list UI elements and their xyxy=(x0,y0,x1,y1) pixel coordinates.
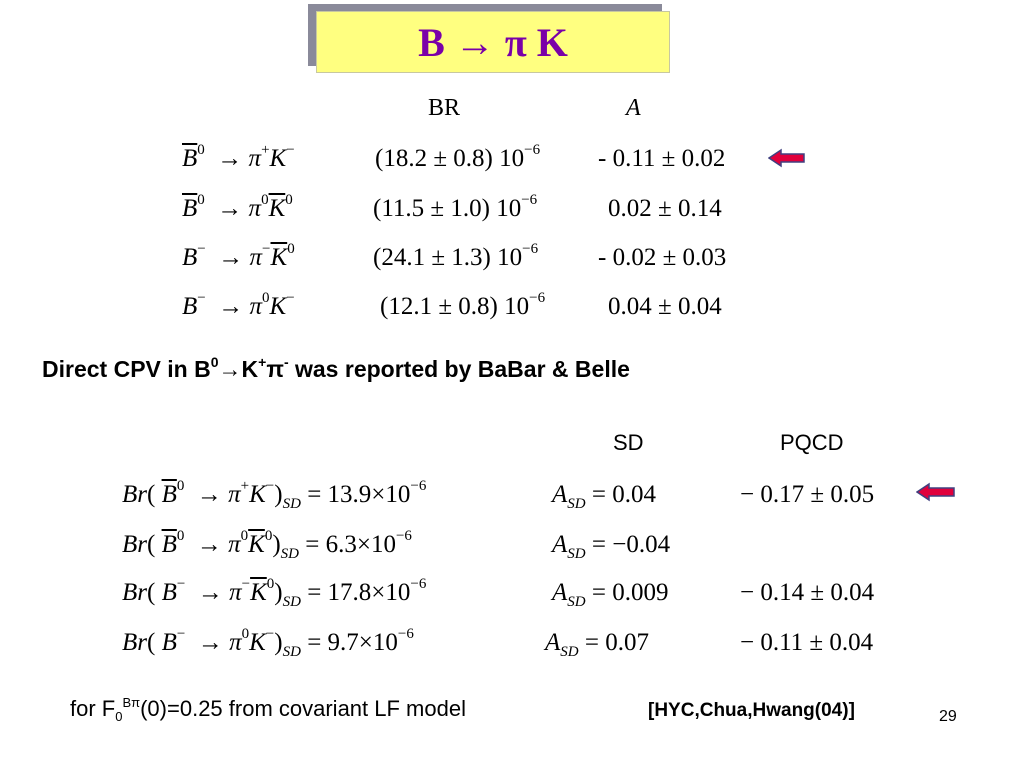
decay-b0bar-piplus-kminus: $\overline{B}^0 \to \pi^+K^-$ xyxy=(182,142,295,172)
table-row-3-asymmetry: - 0.02 ± 0.03 xyxy=(598,244,727,271)
table-row-2-br: (11.5 ± 1.0) $10^{-6}$ xyxy=(373,192,538,222)
sd-asymmetry-4: $A_{SD} = 0.07$ xyxy=(545,629,649,660)
slide-title-text: B → π K xyxy=(418,19,568,65)
decay-bminus-pi0-kminus: $B^- \to \pi^0K^-$ xyxy=(182,290,295,320)
decay-bminus-piminus-k0bar: $B^- \to \pi^-\overline{K}^0$ xyxy=(182,241,295,271)
page-number: 29 xyxy=(939,708,957,725)
table-row-4-asymmetry: 0.04 ± 0.04 xyxy=(608,293,722,320)
sd-asymmetry-1: $A_{SD} = 0.04$ xyxy=(552,481,656,512)
sd-branching-ratio-3: Br( $B^- \to \pi^-\overline{K}^0)_{SD} = 17.8\times 10^{-6}$ xyxy=(122,576,427,610)
left-arrow-icon xyxy=(768,148,806,168)
decay-b0bar-pi0-k0bar: $\overline{B}^0 \to \pi^0\overline{K}^0$ xyxy=(182,192,293,222)
sd-branching-ratio-1: Br( $\overline{B}^0 \to \pi^+K^-)_{SD} = 13.9\times 10^{-6}$ xyxy=(122,478,427,512)
table-row-4-br: (12.1 ± 0.8) $10^{-6}$ xyxy=(380,290,546,320)
table-row-1-br: (18.2 ± 0.8) $10^{-6}$ xyxy=(375,142,541,172)
direct-cpv-heading: Direct CPV in $B^0\to K^+\pi^-$ was reported by BaBar & Belle xyxy=(42,354,630,382)
sd-branching-ratio-4: Br( $B^- \to \pi^0K^-)_{SD} = 9.7\times 10^{-6}$ xyxy=(122,626,414,660)
slide-title xyxy=(316,11,670,73)
sd-asymmetry-2: $A_{SD} = -0.04$ xyxy=(552,531,671,562)
asymmetry-column-header: A xyxy=(626,95,641,121)
pqcd-asymmetry-1: − 0.17 ± 0.05 xyxy=(740,481,875,508)
pqcd-column-header: PQCD xyxy=(780,430,844,455)
reference-citation: [HYC,Chua,Hwang(04)] xyxy=(648,700,855,721)
sd-asymmetry-3: $A_{SD} = 0.009$ xyxy=(552,579,669,610)
table-row-2-asymmetry: 0.02 ± 0.14 xyxy=(608,195,722,222)
left-arrow-icon xyxy=(916,482,956,502)
table-row-1-asymmetry: - 0.11 ± 0.02 xyxy=(598,145,726,172)
sd-branching-ratio-2: Br( $\overline{B}^0 \to \pi^0\overline{K}^0)_{SD} = 6.3\times 10^{-6}$ xyxy=(122,528,412,562)
table-row-3-br: (24.1 ± 1.3) $10^{-6}$ xyxy=(373,241,539,271)
sd-column-header: SD xyxy=(613,430,644,455)
br-column-header: BR xyxy=(428,95,461,121)
pqcd-asymmetry-3: − 0.14 ± 0.04 xyxy=(740,579,875,606)
pqcd-asymmetry-4: − 0.11 ± 0.04 xyxy=(740,629,874,656)
form-factor-footnote: for $F_0^{B\pi}(0)=0.25$ from covariant LF model xyxy=(70,695,466,724)
